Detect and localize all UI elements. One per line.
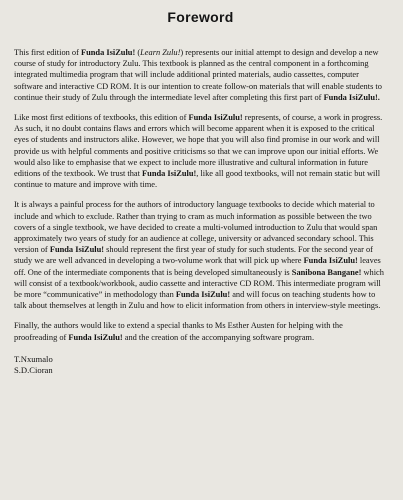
text-run: This first edition of bbox=[14, 48, 81, 57]
text-run: ) represents our initial attempt to design and develop a new course of study for introductory Zulu. This textbook is planned as the central component in a forthcoming integrated multimedia program that will include additional printed materials, audio cassettes, computer software and interactive CD ROM. It is our intention to create follow-on materials that will enable students to continue their study of Zulu through the intermediate level after completing this first part of bbox=[14, 48, 382, 102]
paragraph-first-edition bbox=[14, 112, 387, 190]
paragraph-thanks bbox=[14, 320, 387, 342]
page-title: Foreword bbox=[167, 9, 234, 25]
book-title: Sanibona Bangane! bbox=[291, 267, 362, 277]
book-title: Funda IsiZulu! bbox=[303, 256, 358, 266]
text-run: ( bbox=[135, 48, 141, 57]
book-title-translation: Learn Zulu! bbox=[140, 48, 181, 57]
text-run: should represent the first year of study for such students. For the second year of study we are well advanced in developing a two-volume work that will pick up where bbox=[14, 245, 373, 266]
text-run: represents, of course, a work in progress. As such, it no doubt contains flaws and errors which will become apparent when it is exposed to the critical eyes of students and instructors alike. However, we hope that you will also find promise in our work and will provide us with helpful comments and positive criticisms so that we can improve upon our initial efforts. We would also like to emphasise that we expect to include more illustrative and cultural information in future editions of the textbook. We trust that bbox=[14, 113, 383, 179]
author-name: S.D.Cioran bbox=[14, 365, 53, 376]
paragraph-material-selection bbox=[14, 199, 387, 311]
author-signature bbox=[14, 354, 387, 377]
text-run: leaves off. One of the intermediate components that is being developed simultaneously is bbox=[14, 256, 381, 277]
book-title: Funda IsiZulu!. bbox=[323, 92, 380, 102]
book-title: Funda IsiZulu! bbox=[188, 113, 243, 123]
paragraph-intro bbox=[14, 47, 387, 103]
text-run: , like all good textbooks, will not remain static but will continue to mature and improve with time. bbox=[14, 169, 381, 190]
book-title: Funda IsiZulu! bbox=[142, 169, 197, 179]
book-title: Funda IsiZulu! bbox=[49, 245, 105, 255]
book-title: Funda IsiZulu! bbox=[175, 290, 231, 300]
book-title: Funda IsiZulu! bbox=[68, 332, 123, 342]
author-name: T.Nxumalo bbox=[14, 353, 53, 364]
book-title: Funda IsiZulu! bbox=[81, 48, 136, 57]
text-run: which will consist of a textbook/workbook, audio cassette and interactive CD ROM. This intermediate program will be more “communicative” in methodology than bbox=[14, 267, 384, 300]
text-run: and the creation of the accompanying software program. bbox=[122, 332, 315, 342]
text-run: Like most first editions of textbooks, this edition of bbox=[14, 113, 189, 123]
text-run: It is always a painful process for the authors of introductory language textbooks to decide which material to include and which to exclude. Rather than trying to cram as much information as possible between the two covers of a single textbook, we have decided to create a multi-volumed introduction to Zulu that would span approximately two years of study for an audience at college, university or advanced secondary school. This version of bbox=[14, 200, 378, 255]
text-run: Finally, the authors would like to extend a special thanks to Ms Esther Austen for helping with the proofreading of bbox=[14, 321, 343, 342]
text-run: and will focus on teaching students how to talk about themselves at length in Zulu and how to elicit information from others in interview-style meetings. bbox=[14, 290, 381, 311]
